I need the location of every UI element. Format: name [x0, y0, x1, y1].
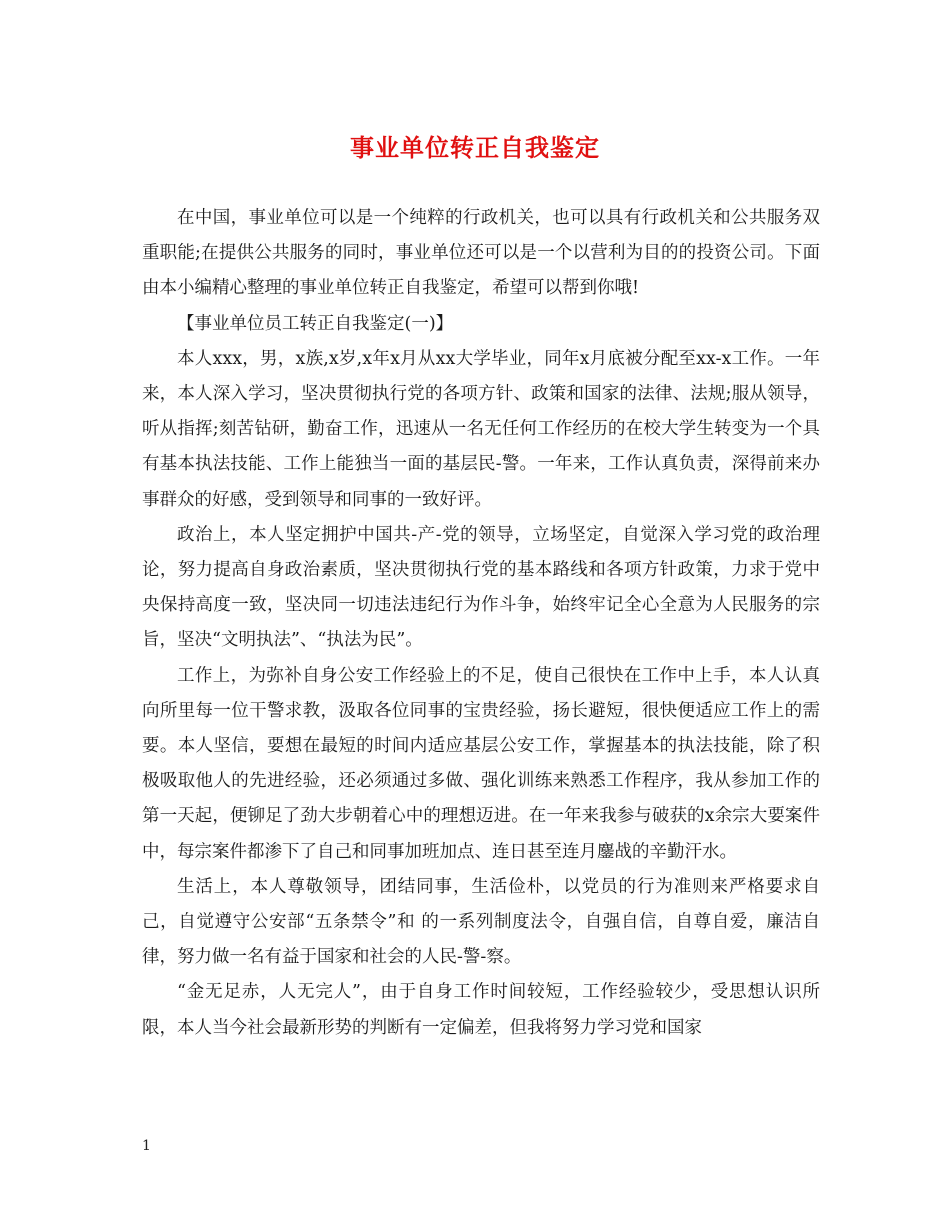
paragraph-work: 工作上，为弥补自身公安工作经验上的不足，使自己很快在工作中上手，本人认真向所里每一位干警求教，汲取各位同事的宝贵经验，扬长避短，很快便适应工作上的需要。本人坚信，要想在最短的时间内适应基层公安工作，掌握基本的执法技能，除了积极吸取他人的先进经验，还必须通过多做、强化训练来熟悉工作程序，我从参加工作的第一天起，便铆足了劲大步朝着心中的理想迈进。在一年来我参与破获的x余宗大要案件中，每宗案件都渗下了自己和同事加班加点、连日甚至连月鏖战的辛勤汗水。 [142, 665, 820, 862]
paragraph-life: 生活上，本人尊敬领导，团结同事，生活俭朴，以党员的行为准则来严格要求自己，自觉遵守公安部“五条禁令”和 的一系列制度法令，自强自信，自尊自爱，廉洁自律，努力做一名有益于国家和社会的人民-警-察。 [142, 876, 820, 968]
paragraph-personal-info: 本人xxx，男，x族,x岁,x年x月从xx大学毕业，同年x月底被分配至xx-x工作。一年来，本人深入学习，坚决贯彻执行党的各项方针、政策和国家的法律、法规;服从领导，听从指挥;刻苦钻研，勤奋工作，迅速从一名无任何工作经历的在校大学生转变为一个具有基本执法技能、工作上能独当一面的基层民-警。一年来，工作认真负责，深得前来办事群众的好感，受到领导和同事的一致好评。 [142, 348, 820, 510]
paragraph-intro: 在中国，事业单位可以是一个纯粹的行政机关，也可以具有行政机关和公共服务双重职能;在提供公共服务的同时，事业单位还可以是一个以营利为目的的投资公司。下面由本小编精心整理的事业单位转正自我鉴定，希望可以帮到你哦! [142, 208, 820, 299]
page-number: 1 [142, 1138, 151, 1154]
paragraph-political: 政治上，本人坚定拥护中国共-产-党的领导，立场坚定，自觉深入学习党的政治理论，努力提高自身政治素质，坚决贯彻执行党的基本路线和各项方针政策，力求于党中央保持高度一致，坚决同一切违法违纪行为作斗争，始终牢记全心全意为人民服务的宗旨，坚决“文明执法”、“执法为民”。 [142, 524, 820, 651]
document-title: 事业单位转正自我鉴定 [350, 134, 600, 162]
section-heading: 【事业单位员工转正自我鉴定(一)】 [177, 313, 454, 334]
document-body [142, 201, 820, 1046]
paragraph-reflection: “金无足赤，人无完人”，由于自身工作时间较短，工作经验较少，受思想认识所限，本人当今社会最新形势的判断有一定偏差，但我将努力学习党和国家 [142, 982, 820, 1038]
